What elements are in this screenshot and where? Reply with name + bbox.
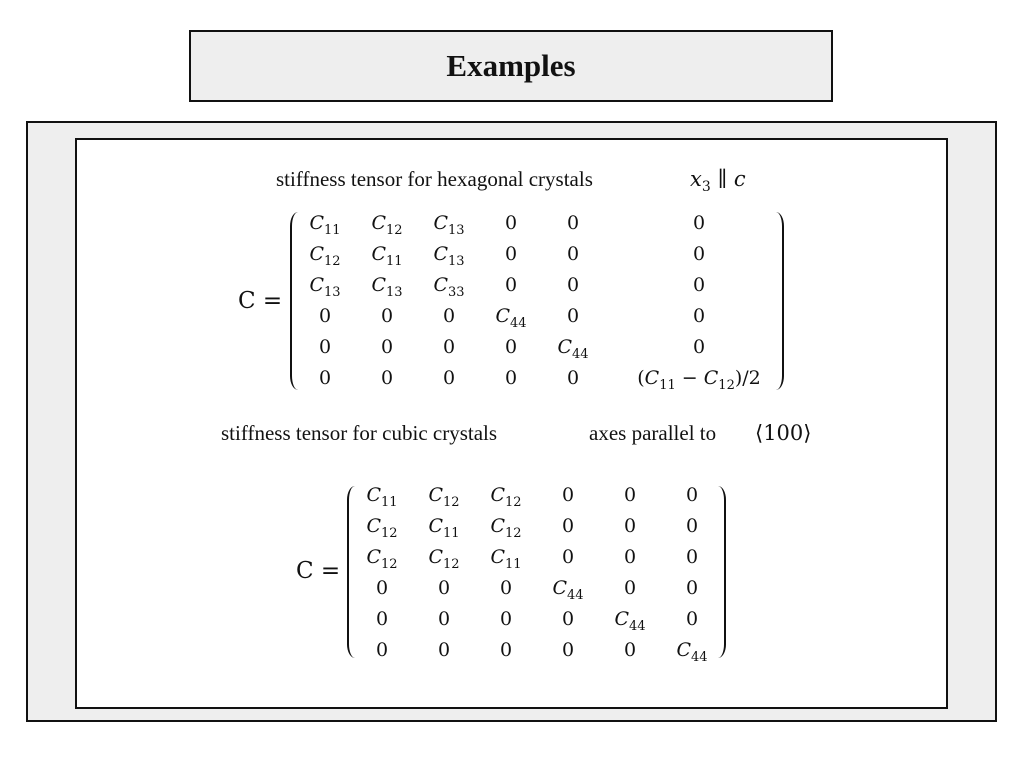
hex-cell-r4-c5: 0 <box>566 305 580 327</box>
cubic-cell-r5-c5: $C_{44}$ <box>614 608 646 634</box>
cubic-cell-r4-c2: 0 <box>437 577 451 599</box>
condition-variable: x <box>690 167 702 191</box>
cubic-cell-r1-c4: 0 <box>561 484 575 506</box>
cubic-cell-r2-c2: $C_{11}$ <box>428 515 460 541</box>
cubic-cell-r2-c3: $C_{12}$ <box>490 515 522 541</box>
hex-cell-r3-c6: 0 <box>692 274 706 296</box>
cubic-axes-text: axes parallel to <box>589 421 717 445</box>
hex-cell-r5-c2: 0 <box>380 336 394 358</box>
hex-cell-r1-c5: 0 <box>566 212 580 234</box>
cubic-cell-r4-c1: 0 <box>375 577 389 599</box>
cubic-stiffness-matrix <box>351 480 723 666</box>
condition-relation: ∥ <box>710 167 734 191</box>
hex-cell-r6-c4: 0 <box>504 367 518 389</box>
cubic-lhs: C = <box>296 558 341 584</box>
hex-cell-r1-c3: $C_{13}$ <box>433 212 465 238</box>
cubic-cell-r6-c3: 0 <box>499 639 513 661</box>
cubic-cell-r5-c4: 0 <box>561 608 575 630</box>
hexagonal-condition <box>690 167 746 195</box>
hex-cell-r2-c2: $C_{11}$ <box>371 243 403 269</box>
cubic-cell-r5-c1: 0 <box>375 608 389 630</box>
hex-cell-r5-c4: 0 <box>504 336 518 358</box>
hex-cell-r1-c4: 0 <box>504 212 518 234</box>
hex-cell-r5-c3: 0 <box>442 336 456 358</box>
hex-cell-r5-c5: $C_{44}$ <box>557 336 589 362</box>
cubic-cell-r6-c4: 0 <box>561 639 575 661</box>
cubic-cell-r6-c5: 0 <box>623 639 637 661</box>
hex-cell-r6-c2: 0 <box>380 367 394 389</box>
cubic-cell-r2-c4: 0 <box>561 515 575 537</box>
hex-cell-r2-c5: 0 <box>566 243 580 265</box>
cubic-cell-r1-c5: 0 <box>623 484 637 506</box>
cubic-cell-r1-c6: 0 <box>685 484 699 506</box>
hex-cell-r4-c2: 0 <box>380 305 394 327</box>
cubic-cell-r3-c3: $C_{11}$ <box>490 546 522 572</box>
hex-cell-r3-c5: 0 <box>566 274 580 296</box>
cubic-cell-r5-c6: 0 <box>685 608 699 630</box>
condition-subscript: 3 <box>701 179 711 195</box>
cubic-cell-r2-c1: $C_{12}$ <box>366 515 398 541</box>
hex-cell-r6-c5: 0 <box>566 367 580 389</box>
hex-cell-r2-c1: $C_{12}$ <box>309 243 341 269</box>
cubic-cell-r3-c1: $C_{12}$ <box>366 546 398 572</box>
cubic-cell-r3-c2: $C_{12}$ <box>428 546 460 572</box>
hex-cell-r6-c3: 0 <box>442 367 456 389</box>
cubic-cell-r3-c5: 0 <box>623 546 637 568</box>
cubic-cell-r6-c1: 0 <box>375 639 389 661</box>
cubic-cell-r2-c5: 0 <box>623 515 637 537</box>
hexagonal-caption: stiffness tensor for hexagonal crystals <box>276 167 593 191</box>
hex-cell-r4-c3: 0 <box>442 305 456 327</box>
slide-title: Examples <box>446 48 576 83</box>
hexagonal-right-paren <box>768 212 784 390</box>
cubic-cell-r4-c6: 0 <box>685 577 699 599</box>
condition-axis: c <box>733 167 746 191</box>
hex-cell-r5-c6: 0 <box>692 336 706 358</box>
cubic-cell-r5-c3: 0 <box>499 608 513 630</box>
hexagonal-stiffness-matrix <box>294 208 794 394</box>
hex-cell-r6-c6: $(C_{11} - C_{12})/2$ <box>637 367 761 393</box>
title-box <box>189 30 833 102</box>
hex-cell-r4-c1: 0 <box>318 305 332 327</box>
hex-cell-r2-c4: 0 <box>504 243 518 265</box>
hex-cell-r1-c6: 0 <box>692 212 706 234</box>
hex-cell-r3-c4: 0 <box>504 274 518 296</box>
cubic-cell-r4-c5: 0 <box>623 577 637 599</box>
cubic-cell-r4-c3: 0 <box>499 577 513 599</box>
cubic-cell-r3-c4: 0 <box>561 546 575 568</box>
hex-cell-r2-c3: $C_{13}$ <box>433 243 465 269</box>
cubic-cell-r4-c4: $C_{44}$ <box>552 577 584 603</box>
hexagonal-lhs: C = <box>238 288 283 314</box>
hex-cell-r2-c6: 0 <box>692 243 706 265</box>
hex-cell-r3-c2: $C_{13}$ <box>371 274 403 300</box>
cubic-caption: stiffness tensor for cubic crystals <box>221 421 498 445</box>
cubic-cell-r2-c6: 0 <box>685 515 699 537</box>
hex-cell-r5-c1: 0 <box>318 336 332 358</box>
cubic-cell-r1-c1: $C_{11}$ <box>366 484 398 510</box>
hex-cell-r4-c4: $C_{44}$ <box>495 305 527 331</box>
hex-cell-r4-c6: 0 <box>692 305 706 327</box>
hex-cell-r3-c1: $C_{13}$ <box>309 274 341 300</box>
cubic-axes-value: ⟨100⟩ <box>755 421 812 445</box>
cubic-cell-r6-c6: $C_{44}$ <box>676 639 708 665</box>
cubic-cell-r5-c2: 0 <box>437 608 451 630</box>
hex-cell-r6-c1: 0 <box>318 367 332 389</box>
cubic-cell-r3-c6: 0 <box>685 546 699 568</box>
cubic-cell-r6-c2: 0 <box>437 639 451 661</box>
hex-cell-r3-c3: $C_{33}$ <box>433 274 465 300</box>
hex-cell-r1-c2: $C_{12}$ <box>371 212 403 238</box>
hex-cell-r1-c1: $C_{11}$ <box>309 212 341 238</box>
cubic-cell-r1-c3: $C_{12}$ <box>490 484 522 510</box>
cubic-cell-r1-c2: $C_{12}$ <box>428 484 460 510</box>
cubic-right-paren <box>710 486 726 658</box>
